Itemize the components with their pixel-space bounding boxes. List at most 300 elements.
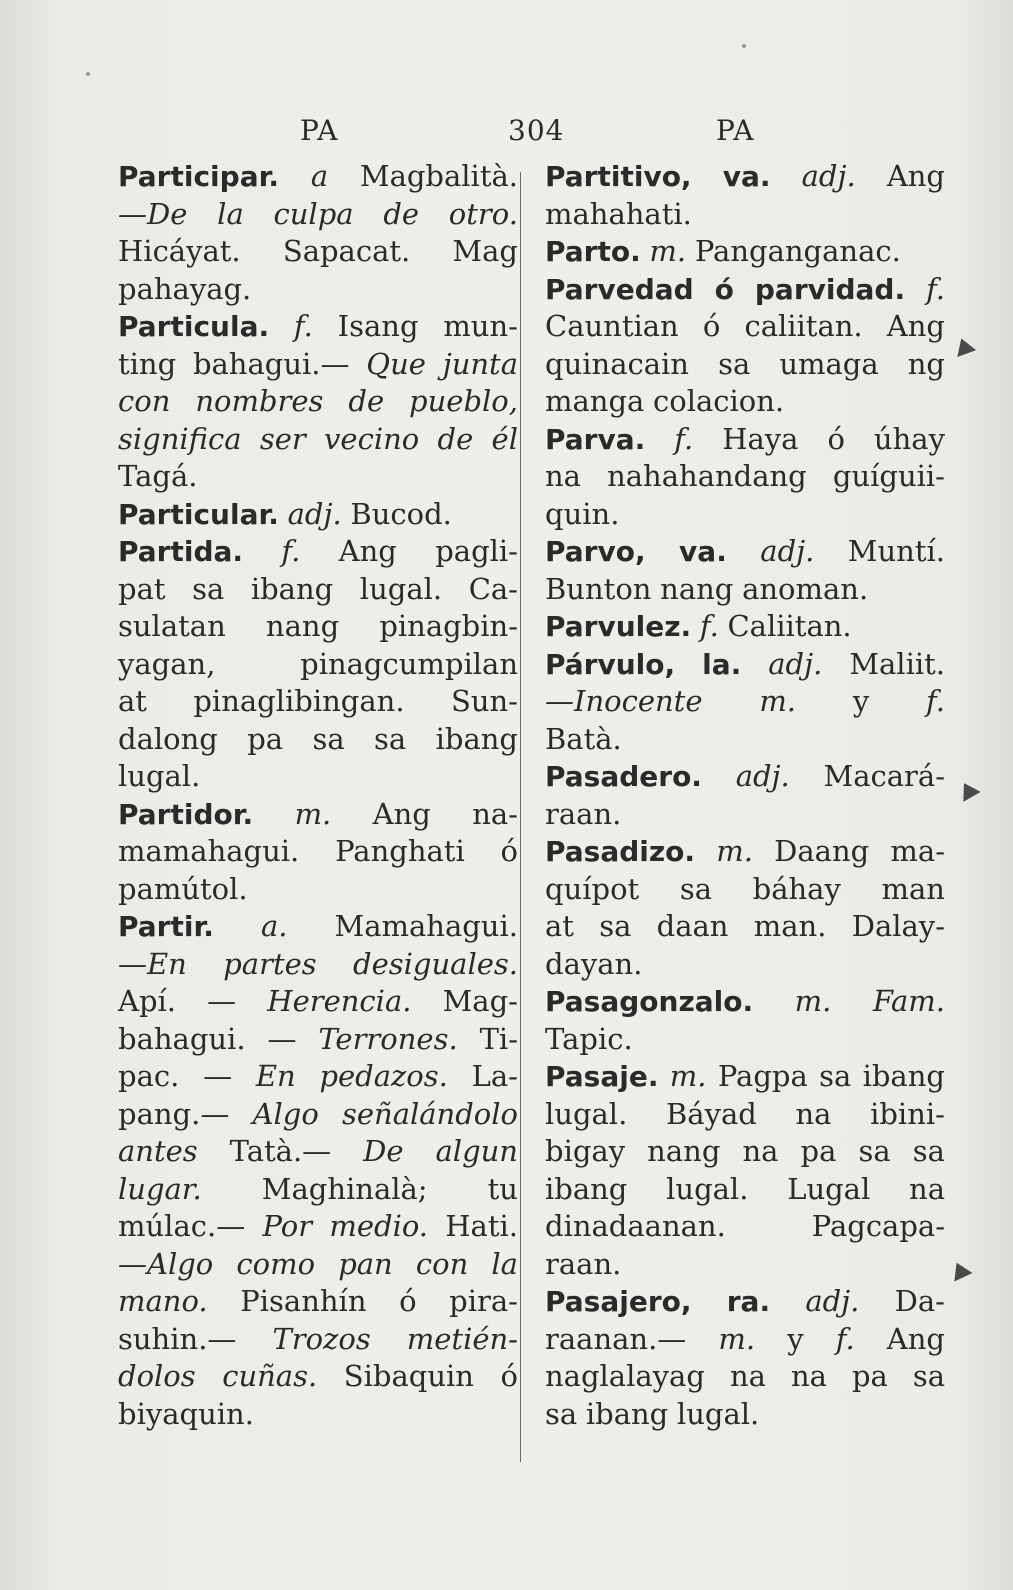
italic-text: lugar. — [118, 1171, 202, 1206]
word: nang — [660, 571, 734, 606]
text-line — [545, 421, 945, 459]
text-line — [118, 833, 518, 871]
text-line — [545, 758, 945, 796]
word: Panganganac. — [694, 234, 901, 268]
italic-text: nombres — [195, 384, 324, 418]
italic-text: mano. — [118, 1284, 208, 1318]
word: Pagpa — [717, 1059, 808, 1093]
left-column — [118, 158, 518, 1433]
word: raan. — [545, 1246, 622, 1281]
text-line — [545, 571, 945, 609]
headword: Participar. — [118, 160, 280, 193]
word: ó — [827, 421, 845, 456]
headword: Partitivo, — [545, 160, 692, 193]
column-divider — [520, 172, 521, 1462]
headword: Partida. — [118, 535, 244, 568]
italic-text: la — [217, 196, 244, 231]
text-line — [118, 1021, 518, 1059]
italic-text: medio. — [329, 1209, 429, 1243]
headword: Pasagonzalo. — [545, 985, 754, 1018]
word: anoman. — [742, 571, 869, 606]
word: Ang — [886, 309, 945, 343]
text-line — [545, 1208, 945, 1246]
word: pamútol. — [118, 871, 248, 906]
word: sa — [718, 346, 751, 381]
word: Ang — [886, 159, 945, 193]
text-line — [545, 458, 945, 496]
text-line — [545, 1096, 945, 1134]
word: ó — [500, 834, 518, 868]
text-line — [118, 421, 518, 459]
word: na — [909, 1171, 945, 1206]
word: na — [790, 1359, 827, 1393]
word: Tagá. — [118, 459, 198, 493]
text-line — [545, 1133, 945, 1171]
text-line — [545, 1021, 945, 1059]
italic-text: Algo — [252, 1096, 319, 1131]
word: quin. — [545, 496, 620, 531]
margin-mark — [952, 335, 976, 357]
italic-text: adj. — [805, 1284, 860, 1318]
text-line — [118, 496, 518, 534]
word: guíguii- — [832, 459, 945, 493]
word: Macará- — [823, 759, 945, 793]
text-line — [118, 871, 518, 909]
word: Ang — [372, 796, 431, 831]
word: pinaglibingan. — [193, 684, 405, 718]
word: Maliit. — [849, 646, 945, 681]
word: na- — [472, 796, 518, 831]
word: ibang — [435, 721, 518, 756]
italic-text: dolos — [118, 1359, 196, 1393]
text-line — [118, 1208, 518, 1246]
word: na — [795, 1096, 832, 1131]
word: Báyad — [665, 1096, 757, 1131]
word: Lugal — [787, 1171, 871, 1206]
word: Sun- — [450, 684, 518, 718]
word: sa — [312, 721, 345, 756]
italic-text: junta — [442, 346, 518, 381]
word: sa — [912, 1359, 945, 1393]
headword: Partidor. — [118, 797, 254, 831]
word: pagli- — [435, 534, 518, 568]
headword: ra. — [726, 1285, 771, 1318]
italic-text: cuñas. — [222, 1359, 318, 1393]
word: úhay — [873, 421, 945, 456]
italic-text: adj. — [735, 759, 790, 793]
text-line — [118, 1171, 518, 1209]
word: pa — [247, 721, 284, 756]
italic-text: —De — [118, 196, 188, 231]
headword: Parvulez. — [545, 610, 692, 643]
italic-text: f. — [293, 309, 313, 343]
word: lugal. — [118, 759, 201, 793]
word: nang — [647, 1134, 721, 1168]
text-line — [545, 158, 945, 196]
text-line — [118, 1358, 518, 1396]
word: lugal. — [545, 1096, 628, 1131]
word: naglalayag — [545, 1359, 705, 1393]
text-line — [118, 271, 518, 309]
italic-text: ser — [259, 421, 306, 456]
headword: Pasajero, — [545, 1285, 692, 1318]
word: Ca- — [468, 571, 518, 606]
page-number: 304 — [508, 114, 565, 147]
headword: Parvedad — [545, 272, 694, 306]
word: mamahagui. — [118, 834, 300, 868]
headword: Particula. — [118, 310, 270, 343]
margin-mark — [948, 1259, 973, 1282]
text-line — [545, 1283, 945, 1321]
text-line — [545, 1321, 945, 1359]
italic-text: a. — [260, 909, 288, 943]
text-line — [118, 158, 518, 196]
italic-text: partes — [223, 946, 317, 981]
word: pinagcumpilan — [300, 646, 518, 681]
italic-text: Por — [262, 1209, 313, 1243]
text-line — [545, 196, 945, 234]
italic-text: adj. — [287, 496, 342, 531]
word: raanan.— — [545, 1321, 687, 1356]
word: Da- — [894, 1284, 945, 1318]
right-column — [545, 158, 945, 1433]
word: quinacain — [545, 346, 689, 381]
text-line — [545, 533, 945, 571]
word: Tatà.— — [229, 1134, 332, 1168]
margin-mark — [955, 778, 980, 802]
headword: parvidad. — [754, 272, 906, 306]
headword: va. — [722, 160, 771, 193]
text-line — [545, 496, 945, 534]
headword: Pasadizo. — [545, 835, 696, 868]
word: sa — [599, 909, 632, 943]
italic-text: de — [383, 196, 420, 231]
word: Daang — [774, 834, 870, 868]
headword: Parto. — [545, 235, 641, 268]
headword: Parva. — [545, 422, 646, 456]
italic-text: En — [255, 1059, 296, 1093]
text-line — [545, 383, 945, 421]
word: Isang — [337, 309, 419, 343]
italic-text: adj. — [768, 646, 823, 681]
word: Caliitan. — [727, 609, 852, 643]
word: sa — [858, 1134, 891, 1168]
italic-text: m. — [794, 984, 832, 1018]
word: pat — [118, 571, 166, 606]
word: Sibaquin — [343, 1359, 474, 1393]
text-line — [545, 796, 945, 834]
text-line — [118, 608, 518, 646]
text-line — [118, 1321, 518, 1359]
text-line — [118, 308, 518, 346]
word: na — [742, 1134, 779, 1168]
word: Bucod. — [350, 496, 452, 531]
header-left-guide: PA — [300, 114, 339, 147]
word: pa — [851, 1359, 888, 1393]
headword: va. — [679, 535, 727, 568]
text-line — [545, 721, 945, 759]
word: — — [203, 1059, 233, 1093]
headword: ó — [714, 272, 734, 306]
word: at — [118, 684, 147, 718]
word: ó — [500, 1359, 518, 1393]
italic-text: adj. — [801, 159, 856, 193]
word: pac. — [118, 1059, 180, 1093]
italic-text: pueblo, — [409, 384, 518, 418]
word: bigay — [545, 1134, 626, 1168]
italic-text: f. — [835, 1321, 855, 1356]
word: ting — [118, 346, 177, 381]
italic-text: como — [236, 1246, 316, 1281]
word: bahagui.— — [192, 346, 350, 381]
word: umaga — [779, 346, 879, 381]
text-line — [545, 871, 945, 909]
text-line — [118, 1133, 518, 1171]
italic-text: f. — [926, 271, 945, 306]
word: Ti- — [479, 1021, 518, 1056]
text-line — [118, 1058, 518, 1096]
word: ibang — [545, 1171, 628, 1206]
text-line — [118, 683, 518, 721]
text-line — [118, 196, 518, 234]
word: Pisanhín — [240, 1284, 367, 1318]
italic-text: m. — [759, 684, 797, 718]
text-line — [118, 1246, 518, 1284]
italic-text: con — [118, 384, 171, 418]
text-line — [118, 383, 518, 421]
text-line — [545, 908, 945, 946]
word: nang — [265, 609, 340, 643]
word: caliitan. — [744, 309, 863, 343]
italic-text: metién- — [406, 1321, 518, 1356]
word: pahayag. — [118, 271, 252, 306]
italic-text: con — [415, 1246, 469, 1281]
word: ó — [702, 309, 721, 343]
word: — — [267, 1021, 297, 1056]
text-line — [545, 983, 945, 1021]
headword: Parvo, — [545, 535, 646, 568]
italic-text: —En — [118, 946, 187, 981]
text-line — [545, 1246, 945, 1284]
word: tu — [487, 1171, 518, 1206]
word: Ang — [886, 1321, 945, 1356]
word: sa — [819, 1059, 852, 1093]
text-line — [545, 833, 945, 871]
italic-text: pedazos. — [319, 1059, 448, 1093]
word: dalong — [118, 721, 218, 756]
text-line — [545, 608, 945, 646]
paper-speck — [86, 72, 90, 76]
word: Mag — [452, 234, 518, 268]
word: pinagbin- — [379, 609, 518, 643]
text-line — [118, 1283, 518, 1321]
word: ng — [907, 346, 945, 381]
word: Hati. — [445, 1209, 518, 1243]
headword: Pasadero. — [545, 760, 702, 793]
word: y — [787, 1321, 804, 1356]
word: Tapic. — [545, 1021, 633, 1056]
word: Hicáyat. — [118, 234, 241, 268]
word: raan. — [545, 796, 622, 831]
italic-text: —Algo — [118, 1246, 214, 1281]
word: bahagui. — [118, 1021, 246, 1056]
italic-text: señalándolo — [341, 1096, 518, 1131]
text-line — [545, 233, 945, 271]
word: ó — [399, 1284, 417, 1318]
word: La- — [471, 1059, 518, 1093]
paper-speck — [742, 44, 746, 48]
italic-text: f. — [926, 684, 945, 718]
text-line — [118, 983, 518, 1021]
word: sulatan — [118, 609, 226, 643]
italic-text: pan — [338, 1246, 393, 1281]
text-line — [545, 271, 945, 309]
word: Sapacat. — [282, 234, 411, 268]
text-line — [545, 1171, 945, 1209]
word: Haya — [722, 421, 799, 456]
word: y — [852, 684, 870, 718]
word: pira- — [449, 1284, 518, 1318]
text-line — [118, 346, 518, 384]
italic-text: significa — [118, 421, 242, 456]
italic-text: él — [491, 421, 518, 456]
word: sa — [374, 721, 407, 756]
word: Muntí. — [847, 534, 945, 568]
headword: Particular. — [118, 497, 279, 531]
word: na — [545, 459, 581, 493]
word: man. — [753, 909, 827, 943]
word: Bunton — [545, 571, 652, 606]
word: pang.— — [118, 1096, 230, 1131]
word: Apí. — [118, 984, 176, 1018]
word: ma- — [890, 834, 945, 868]
text-line — [545, 683, 945, 721]
italic-text: vecino — [324, 421, 420, 456]
word: Magbalità. — [359, 159, 518, 193]
text-line — [545, 1396, 945, 1434]
word: — — [207, 984, 237, 1018]
text-line — [118, 1396, 518, 1434]
word: mahahati. — [545, 196, 692, 231]
word: ibini- — [870, 1096, 945, 1131]
italic-text: culpa — [273, 196, 354, 231]
italic-text: algun — [435, 1134, 518, 1168]
italic-text: —Inocente — [545, 684, 703, 718]
word: dayan. — [545, 946, 643, 981]
italic-text: m. — [718, 1321, 756, 1356]
italic-text: de — [348, 384, 385, 418]
text-line — [118, 796, 518, 834]
text-line — [118, 946, 518, 984]
word: Batà. — [545, 721, 622, 756]
text-line — [545, 1358, 945, 1396]
word: ibang — [250, 571, 334, 606]
word: suhin.— — [118, 1321, 237, 1356]
word: pa — [800, 1134, 837, 1168]
italic-text: f. — [281, 534, 301, 568]
word: sa — [912, 1134, 945, 1168]
italic-text: Herencia. — [267, 984, 412, 1018]
word: nahahandang — [607, 459, 807, 493]
word: colacion. — [653, 384, 785, 418]
text-line — [118, 533, 518, 571]
italic-text: adj. — [760, 534, 815, 568]
italic-text: De — [363, 1134, 404, 1168]
word: lugal. — [666, 1171, 749, 1206]
header-right-guide: PA — [716, 114, 755, 147]
word: Panghati — [335, 834, 465, 868]
italic-text: Fam. — [872, 984, 945, 1018]
text-line — [118, 758, 518, 796]
italic-text: m. — [669, 1059, 707, 1093]
italic-text: otro. — [448, 196, 518, 231]
word: lugal. — [359, 571, 443, 606]
word: sa — [545, 1396, 578, 1431]
word: dinadaanan. — [545, 1209, 726, 1243]
text-line — [118, 1096, 518, 1134]
italic-text: m. — [649, 234, 687, 268]
word: quípot — [545, 871, 640, 906]
italic-text: Trozos — [272, 1321, 371, 1356]
italic-text: antes — [118, 1134, 198, 1168]
word: ibang — [585, 1396, 669, 1431]
italic-text: m. — [294, 796, 332, 831]
italic-text: desiguales. — [353, 946, 518, 981]
text-line — [545, 946, 945, 984]
italic-text: de — [437, 421, 474, 456]
text-line — [545, 346, 945, 384]
word: lugal. — [676, 1396, 760, 1431]
word: Mamahagui. — [334, 909, 518, 943]
word: Dalay- — [851, 909, 945, 943]
headword: Párvulo, — [545, 647, 676, 681]
text-line — [545, 646, 945, 684]
word: at — [545, 909, 574, 943]
italic-text: f. — [699, 609, 719, 643]
text-line — [118, 646, 518, 684]
text-line — [545, 308, 945, 346]
italic-text: Terrones. — [318, 1021, 458, 1056]
word: yagan, — [118, 646, 216, 681]
word: manga — [545, 384, 645, 418]
word: sa — [192, 571, 225, 606]
word: múlac.— — [118, 1209, 246, 1243]
italic-text: m. — [716, 834, 753, 868]
word: sa — [679, 871, 713, 906]
word: daan — [656, 909, 729, 943]
word: man — [881, 871, 945, 906]
text-line — [545, 1058, 945, 1096]
italic-text: Que — [366, 346, 426, 381]
italic-text: f. — [674, 421, 694, 456]
word: mun- — [443, 309, 518, 343]
word: na — [729, 1359, 766, 1393]
text-line — [118, 721, 518, 759]
headword: Partir. — [118, 910, 214, 943]
italic-text: a — [310, 159, 329, 193]
italic-text: la — [491, 1246, 518, 1281]
text-line — [118, 908, 518, 946]
word: biyaquin. — [118, 1396, 254, 1431]
word: Maghinalà; — [261, 1171, 428, 1206]
word: Cauntian — [545, 309, 679, 343]
text-line — [118, 571, 518, 609]
text-line — [118, 233, 518, 271]
word: Ang — [338, 534, 397, 568]
running-header — [0, 114, 1013, 154]
word: Pagcapa- — [811, 1209, 945, 1243]
headword: Pasaje. — [545, 1060, 659, 1093]
